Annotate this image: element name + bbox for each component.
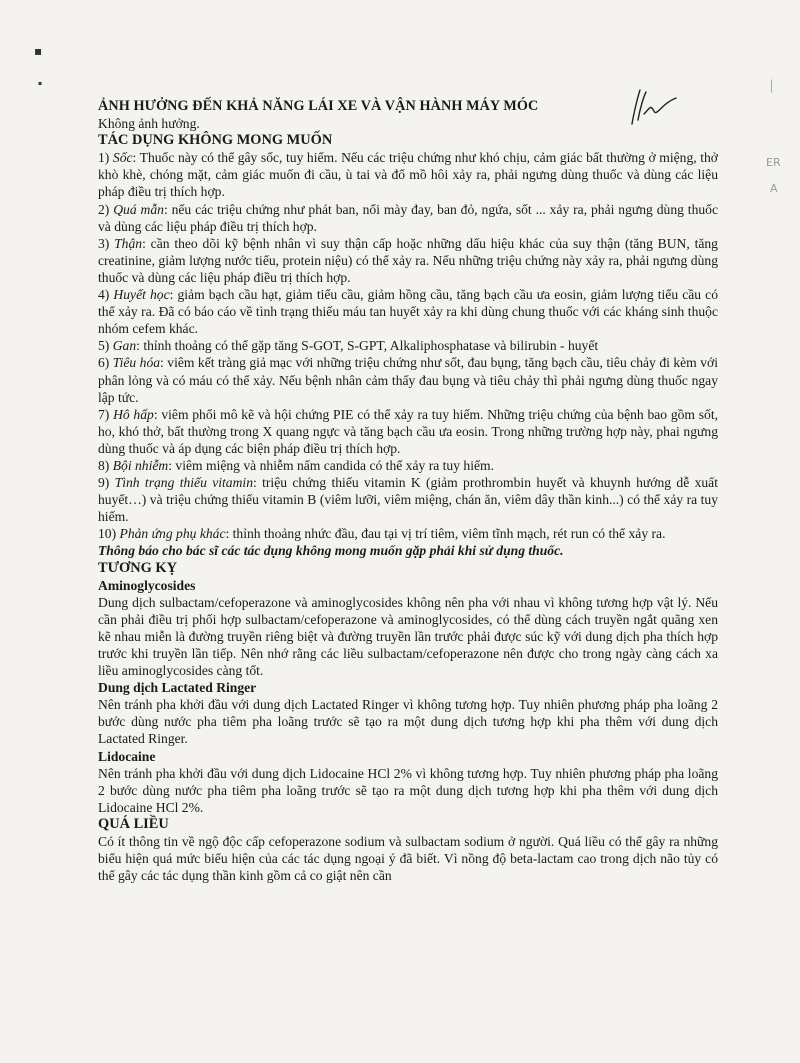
adverse-item: 2) Quá mẫn: nếu các triệu chứng như phát ban, nổi mày đay, ban đỏ, ngứa, sốt ... xảy ra, phải ngưng dùng thuốc và dùng các liệu pháp điều trị thích hợp. xyxy=(98,201,718,234)
driving-text: Không ảnh hưởng. xyxy=(98,116,200,132)
overdose-text: Có ít thông tin về ngộ độc cấp cefoperazone sodium và sulbactam sodium ở người. Quá liều có thể gây ra những biểu hiện quá mức biểu hiện của các tác dụng ngoại ý đã biết. Vì nồng độ beta-lactam cao trong dịch não tủy có thể gây các tác dụng thần kinh gồm cả co giật nên cần xyxy=(98,834,718,884)
heading-interactions: TƯƠNG KỴ xyxy=(98,559,178,576)
adverse-item: 7) Hô hấp: viêm phổi mô kẽ và hội chứng PIE có thể xảy ra tuy hiếm. Những triệu chứng của bệnh bao gồm sốt, ho, khó thở, bất thường trong X quang ngực và tăng bạch cầu ưa eosin. Trong những trường hợp này, phai ngưng dùng thuốc và áp dụng các biện pháp điều trị thích hợp. xyxy=(98,406,718,456)
adverse-item: 3) Thận: cần theo dõi kỹ bệnh nhân vì suy thận cấp hoặc những dấu hiệu khác của suy thận (tăng BUN, tăng creatinine, giảm lượng nước tiểu, protein niệu) có thể xảy ra. Nếu những triệu chứng này xảy ra, phải ngưng dùng thuốc và dùng các liệu pháp điều trị thích hợp. xyxy=(98,235,718,285)
edge-bleed: │ ER A xyxy=(766,80,781,195)
adverse-item: 1) Sốc: Thuốc này có thể gây sốc, tuy hiếm. Nếu các triệu chứng như khó chịu, cảm giác bất thường ở miệng, thở khò khè, chóng mặt, cảm giác muốn đi cầu, ù tai và đổ mồ hôi xảy ra, phải ngưng dùng thuốc và dùng các liệu pháp điều trị thích hợp. xyxy=(98,150,718,200)
adverse-item: 9) Tình trạng thiếu vitamin: triệu chứng thiếu vitamin K (giảm prothrombin huyết và khuynh hướng dễ xuất huyết…) và triệu chứng thiếu vitamin B (viêm lưỡi, viêm miệng, chán ăn, viêm dây thần kinh...) có thể xảy ra tuy hiếm. xyxy=(98,475,718,525)
adverse-notice: Thông báo cho bác sĩ các tác dụng không mong muốn gặp phải khi sử dụng thuốc. xyxy=(98,543,564,559)
edge-text-a: ER xyxy=(766,156,781,169)
edge-text-b: A xyxy=(770,182,778,195)
adverse-item: 10) Phản ứng phụ khác: thỉnh thoảng nhức đầu, đau tại vị trí tiêm, viêm tĩnh mạch, rét run có thể xảy ra. xyxy=(98,526,666,542)
scan-dot: ▪ xyxy=(34,44,43,58)
document-page xyxy=(98,98,718,884)
interaction-title: Dung dịch Lactated Ringer xyxy=(98,680,257,696)
heading-overdose: QUÁ LIỀU xyxy=(98,815,169,832)
interaction-title: Lidocaine xyxy=(98,748,156,764)
adverse-item: 5) Gan: thỉnh thoảng có thể gặp tăng S-GOT, S-GPT, Alkaliphosphatase và bilirubin - huyết xyxy=(98,338,599,354)
adverse-item: 8) Bội nhiễm: viêm miệng và nhiễm nấm candida có thể xảy ra tuy hiếm. xyxy=(98,457,495,473)
interaction-text: Dung dịch sulbactam/cefoperazone và aminoglycosides không nên pha với nhau vì không tương hợp vật lý. Nếu cần phải điều trị phối hợp sulbactam/cefoperazone và aminoglycosides, có thể dùng cách truyền ngắt quãng xen kẽ nhau miễn là đường truyền riêng biệt và đường truyền lần trước phải được súc kỹ với dung dịch pha thích hợp trước khi truyền lần tiếp. Nên nhớ rằng các liều sulbactam/cefoperazone nên được cho trong ngày càng cách xa liều aminoglycosides càng tốt. xyxy=(98,594,718,679)
heading-adverse-effects: TÁC DỤNG KHÔNG MONG MUỐN xyxy=(98,132,333,149)
interaction-text: Nên tránh pha khởi đầu với dung dịch Lactated Ringer vì không tương hợp. Tuy nhiên phương pháp pha loãng 2 bước dùng nước pha tiêm pha loãng trước sẽ tạo ra một dung dịch tương hợp khi pha thêm với dung dịch Lactated Ringer. xyxy=(98,697,718,747)
adverse-item: 6) Tiêu hóa: viêm kết tràng giả mạc với những triệu chứng như sốt, đau bụng, tăng bạch cầu, tiêu chảy đi kèm với phân lỏng và có máu có thể xảy. Nếu bệnh nhân cảm thấy đau bụng và tiêu chảy thì phải ngưng dùng thuốc ngay lập tức. xyxy=(98,355,718,405)
scan-dot: ▪ xyxy=(38,80,43,87)
interaction-text: Nên tránh pha khởi đầu với dung dịch Lidocaine HCl 2% vì không tương hợp. Tuy nhiên phương pháp pha loãng 2 bước dùng nước pha tiêm pha loãng trước sẽ tạo ra một dung dịch tương hợp khi pha thêm với dung dịch Lidocaine HCl 2%. xyxy=(98,765,718,815)
heading-driving: ẢNH HƯỞNG ĐẾN KHẢ NĂNG LÁI XE VÀ VẬN HÀNH MÁY MÓC xyxy=(98,98,539,114)
adverse-item: 4) Huyết học: giảm bạch cầu hạt, giảm tiểu cầu, giảm hồng cầu, tăng bạch cầu ưa eosin, giảm lượng tiểu cầu có thể xảy ra. Đã có báo cáo về tình trạng thiếu máu tan huyết xảy ra khi dùng chung thuốc với các kháng sinh thuộc nhóm cefem khác. xyxy=(98,287,718,337)
interaction-title: Aminoglycosides xyxy=(98,577,196,593)
